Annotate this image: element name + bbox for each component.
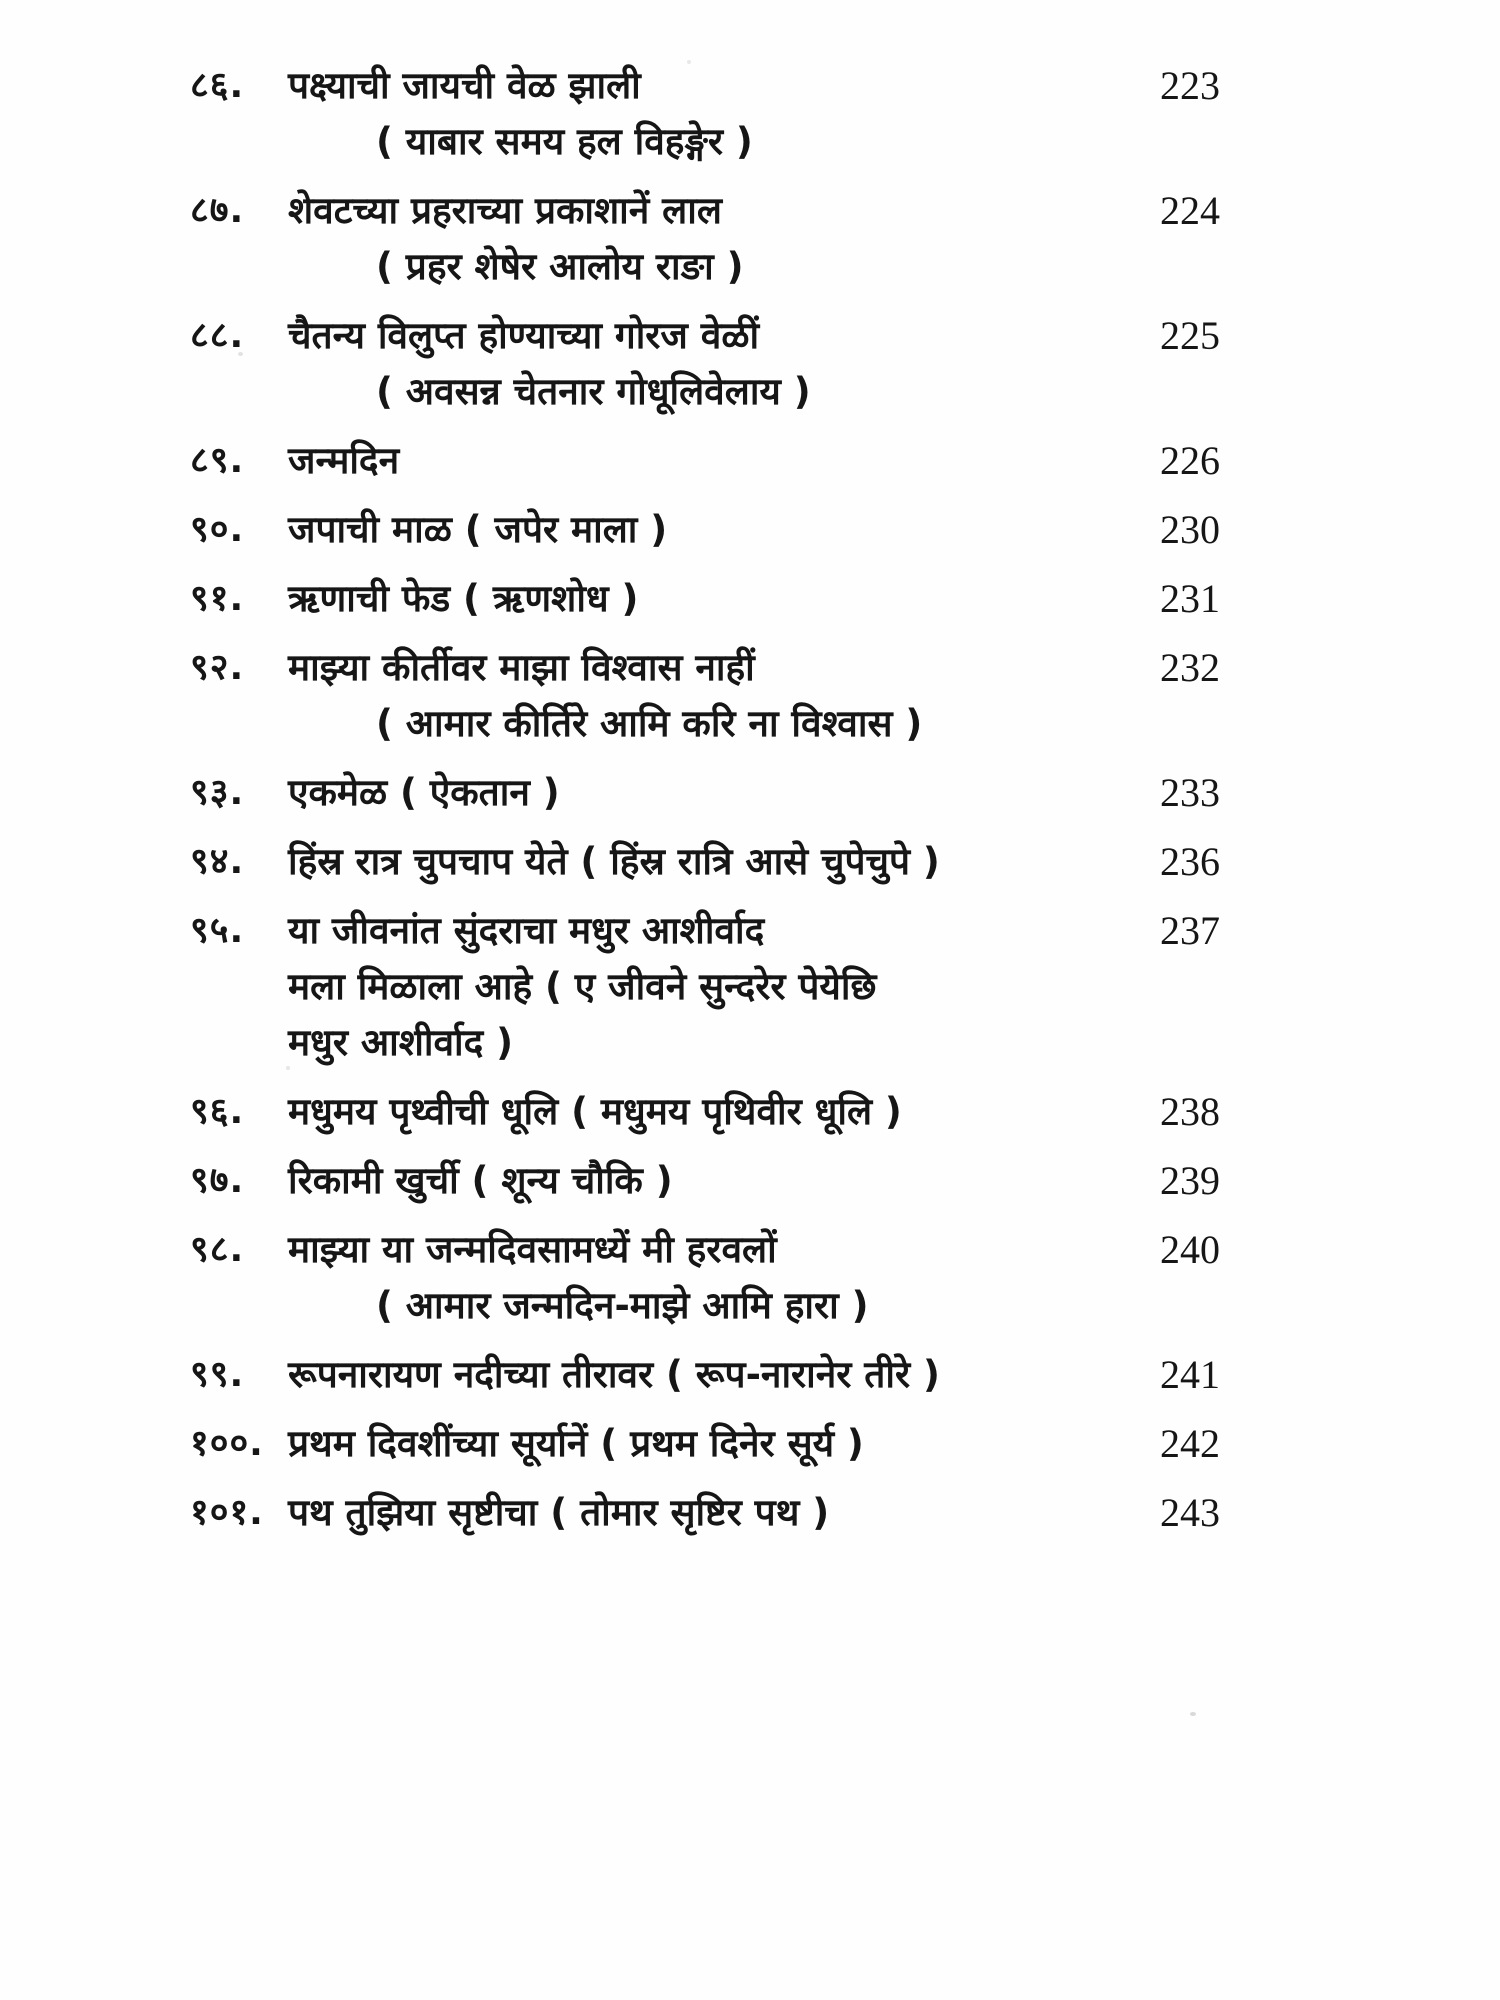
entry-title: हिंस्र रात्र चुपचाप येते ( हिंस्र रात्रि आसे चुपेचुपे ) (288, 840, 940, 883)
toc-entry (190, 1485, 1220, 1541)
entry-title: माझ्या कीर्तीवर माझा विश्वास नाहीं (288, 646, 755, 689)
toc-entry (190, 58, 1220, 170)
toc-entry (190, 502, 1220, 558)
entry-subline: ( आमार जन्मदिन-माझे आमि हारा ) (376, 1284, 869, 1327)
scan-artifact (687, 60, 691, 64)
entry-page-number: 240 (1160, 1227, 1220, 1272)
entry-lines (288, 903, 1125, 1071)
entry-page-number: 233 (1160, 770, 1220, 815)
entry-title: एकमेळ ( ऐकतान ) (288, 771, 560, 814)
entry-lines (288, 834, 1125, 890)
entry-number: १०१. (190, 1492, 264, 1533)
entry-subline: ( आमार कीर्तिरे आमि करि ना विश्वास ) (376, 702, 923, 745)
entry-title: शेवटच्या प्रहराच्या प्रकाशानें लाल (288, 189, 722, 232)
entry-lines (288, 1347, 1125, 1403)
entry-number: ९२. (190, 647, 245, 688)
entry-title: पथ तुझिया सृष्टीचा ( तोमार सृष्टिर पथ ) (288, 1491, 830, 1534)
entry-number: १००. (190, 1423, 264, 1464)
entry-title: माझ्या या जन्मदिवसामध्यें मी हरवलों (288, 1228, 777, 1271)
entry-lines (288, 1084, 1125, 1140)
toc-entry (190, 1347, 1220, 1403)
entry-page-number: 237 (1160, 908, 1220, 953)
entry-page-number: 225 (1160, 313, 1220, 358)
toc-entry (190, 1416, 1220, 1472)
entry-title: या जीवनांत सुंदराचा मधुर आशीर्वाद (288, 909, 765, 952)
entry-lines (288, 1416, 1125, 1472)
entry-number: ९३. (190, 772, 245, 813)
entry-subline: ( प्रहर शेषेर आलोय राङा ) (376, 245, 744, 288)
entry-lines (288, 1485, 1125, 1541)
toc-entry (190, 1153, 1220, 1209)
entry-number: ९७. (190, 1160, 245, 1201)
toc-entry (190, 433, 1220, 489)
toc-entry (190, 571, 1220, 627)
entry-page-number: 241 (1160, 1352, 1220, 1397)
entry-number: ९५. (190, 910, 245, 951)
entry-page-number: 243 (1160, 1490, 1220, 1535)
entry-title: मधुमय पृथ्वीची धूलि ( मधुमय पृथिवीर धूलि ) (288, 1090, 902, 1133)
entry-lines (288, 433, 1125, 489)
entry-lines (288, 640, 1125, 752)
entry-page-number: 242 (1160, 1421, 1220, 1466)
toc-entry (190, 1222, 1220, 1334)
scan-artifact (238, 352, 243, 356)
entry-number: ८६. (190, 65, 245, 106)
toc-list (190, 58, 1220, 1554)
entry-title: रूपनारायण नदीच्या तीरावर ( रूप-नारानेर तीरे ) (288, 1353, 940, 1396)
entry-page-number: 226 (1160, 438, 1220, 483)
scan-artifact (1190, 1712, 1196, 1716)
toc-entry (190, 1084, 1220, 1140)
entry-subline: ( याबार समय हल विहङ्गेर ) (376, 120, 753, 163)
entry-page-number: 230 (1160, 507, 1220, 552)
entry-page-number: 232 (1160, 645, 1220, 690)
entry-lines (288, 183, 1125, 295)
entry-lines (288, 502, 1125, 558)
entry-lines (288, 765, 1125, 821)
entry-subline: मधुर आशीर्वाद ) (288, 1021, 514, 1064)
entry-title: रिकामी खुर्ची ( शून्य चौकि ) (288, 1159, 673, 1202)
entry-number: ८७. (190, 190, 245, 231)
entry-lines (288, 58, 1125, 170)
entry-title: चैतन्य विलुप्त होण्याच्या गोरज वेळीं (288, 314, 760, 357)
entry-number: ९४. (190, 841, 245, 882)
entry-number: ८८. (190, 315, 245, 356)
entry-title: प्रथम दिवशींच्या सूर्यानें ( प्रथम दिनेर सूर्य ) (288, 1422, 864, 1465)
entry-number: ९१. (190, 578, 245, 619)
entry-title: जन्मदिन (288, 439, 400, 482)
toc-entry (190, 308, 1220, 420)
entry-page-number: 231 (1160, 576, 1220, 621)
toc-entry (190, 640, 1220, 752)
entry-subline: मला मिळाला आहे ( ए जीवने सुन्दरेर पेयेछि (288, 965, 877, 1008)
entry-lines (288, 1222, 1125, 1334)
entry-title: पक्ष्याची जायची वेळ झाली (288, 64, 641, 107)
toc-entry (190, 834, 1220, 890)
toc-entry (190, 183, 1220, 295)
entry-title: ऋणाची फेड ( ऋणशोध ) (288, 577, 639, 620)
entry-number: ९८. (190, 1229, 245, 1270)
entry-number: ९०. (190, 509, 245, 550)
entry-page-number: 224 (1160, 188, 1220, 233)
entry-subline: ( अवसन्न चेतनार गोधूलिवेलाय ) (376, 370, 811, 413)
toc-entry (190, 903, 1220, 1071)
entry-lines (288, 571, 1125, 627)
entry-number: ९६. (190, 1091, 245, 1132)
entry-page-number: 238 (1160, 1089, 1220, 1134)
entry-title: जपाची माळ ( जपेर माला ) (288, 508, 668, 551)
scan-artifact (286, 1066, 290, 1070)
entry-page-number: 236 (1160, 839, 1220, 884)
entry-number: ८९. (190, 440, 245, 481)
entry-lines (288, 308, 1125, 420)
entry-page-number: 223 (1160, 63, 1220, 108)
entry-number: ९९. (190, 1354, 245, 1395)
entry-page-number: 239 (1160, 1158, 1220, 1203)
toc-entry (190, 765, 1220, 821)
entry-lines (288, 1153, 1125, 1209)
